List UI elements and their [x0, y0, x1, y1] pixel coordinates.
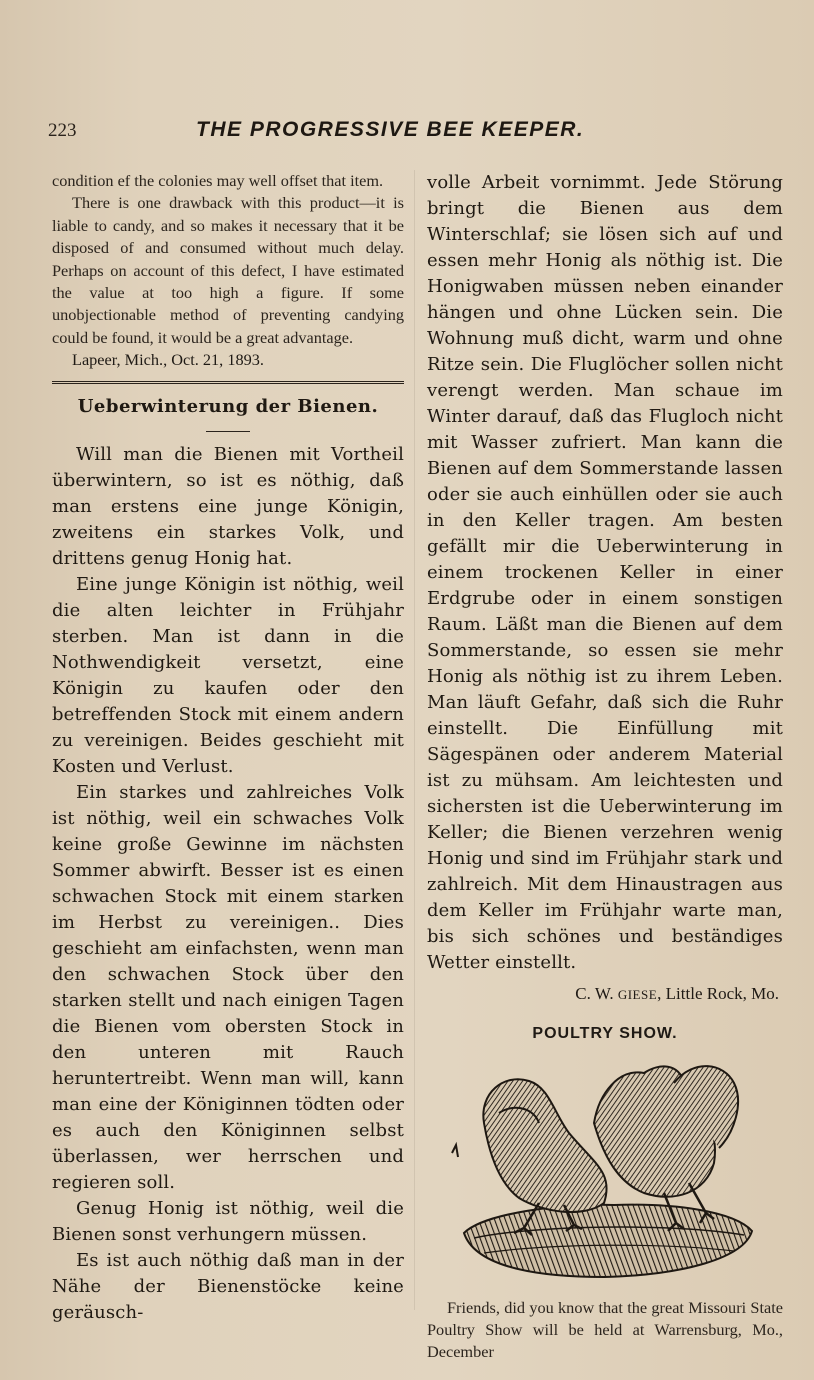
english-paragraph-1: condition ef the colonies may well offset that item.: [52, 171, 384, 190]
section-heading: Ueberwinterung der Bienen.: [77, 396, 379, 418]
signature-surname: GIESE: [617, 987, 658, 1002]
german-paragraph-3: Ein starkes und zahlreiches Volk ist nöthig, weil ein schwaches Volk keine große Gewinne im nächsten Sommer abwirft. Besser ist es einen schwachen Stock mit einem starken im Herbst zu vereinigen.. Dies geschieht am einfachsten, wenn man den schwachen Stock über den starken stellt und nach einigen Tagen die Bienen vom obersten Stock in den unteren mit Rauch heruntertreibt. Wenn man will, kann man eine der Königinnen tödten oder es auch den Königinnen selbst überlassen, wer herrschen und regieren soll.: [52, 782, 404, 1194]
german-paragraph-1: Will man die Bienen mit Vortheil überwintern, so ist es nöthig, daß man erstens eine junge Königin, zweitens ein starkes Volk, und drittens genug Honig hat.: [52, 444, 404, 570]
signature-initials: C. W.: [575, 984, 614, 1003]
german-paragraph-2: Eine junge Königin ist nöthig, weil die alten leichter in Frühjahr sterben. Man ist dann in die Nothwendigkeit versetzt, eine Königin zu kaufen oder den betreffenden Stock mit einem andern zu vereinigen. Beides geschieht mit Kosten und Verlust.: [52, 574, 404, 778]
signature-place: , Little Rock, Mo.: [657, 984, 779, 1003]
journal-title: THE PROGRESSIVE BEE KEEPER.: [196, 118, 585, 141]
german-paragraph-continued: volle Arbeit vornimmt. Jede Störung bringt die Bienen aus dem Winterschlaf; sie lösen sich auf und essen mehr Honig als nöthig ist. Die Honigwaben müssen neben einander hängen und ohne Lücken sein. Die Wohnung muß dicht, warm und ohne Ritze sein. Die Fluglöcher sollen nicht verengt werden. Man schaue im Winter darauf, daß das Flugloch nicht mit Wasser zufriert. Man kann die Bienen auf dem Sommerstande lassen oder sie auch einhüllen oder sie auch in den Keller tragen. Am besten gefällt mir die Ueberwinterung in einem trockenen Keller in einer Erdgrube oder in einem sonstigen Raum. Läßt man die Bienen auf dem Sommerstande, so essen sie mehr Honig als nöthig ist zu ihrem Leben. Man läuft Gefahr, daß sich die Ruhr einstellt. Die Einfüllung mit Sägespänen oder anderem Material ist zu mühsam. Am leichtesten und sichersten ist die Ueberwinterung im Keller; die Bienen verzehren wenig Honig und sind im Frühjahr stark und zahlreich. Mit dem Hinaustragen aus dem Keller im Frühjahr warte man, bis sich schönes und beständiges Wetter einstellt.: [427, 172, 783, 973]
fighting-roosters-engraving: [444, 1053, 766, 1285]
dateline: Lapeer, Mich., Oct. 21, 1893.: [72, 350, 264, 370]
author-signature: [427, 982, 779, 1007]
page-number: 223: [48, 120, 77, 141]
poultry-show-text: Friends, did you know that the great Missouri State Poultry Show will be held at Warrensburg, Mo., December: [427, 1298, 783, 1361]
english-paragraph-2: There is one drawback with this product—it is liable to candy, and so makes it necessary that it be disposed of and consumed without much delay. Perhaps on account of this defect, I have estimated the value at too high a figure. If some unobjectionable method of preventing candying could be found, it would be a great advantage.: [52, 193, 404, 347]
left-column: [52, 170, 404, 1326]
german-paragraph-5: Es ist auch nöthig daß man in der Nähe der Bienenstöcke keine geräusch-: [52, 1250, 404, 1324]
page-header: [48, 118, 768, 148]
german-paragraph-4: Genug Honig ist nöthig, weil die Bienen sonst verhungern müssen.: [52, 1198, 404, 1246]
right-column: [427, 170, 783, 1363]
short-divider: [206, 431, 250, 432]
section-divider: [52, 381, 404, 384]
column-gutter: [414, 170, 415, 1310]
poultry-show-heading: POULTRY SHOW.: [532, 1025, 678, 1042]
